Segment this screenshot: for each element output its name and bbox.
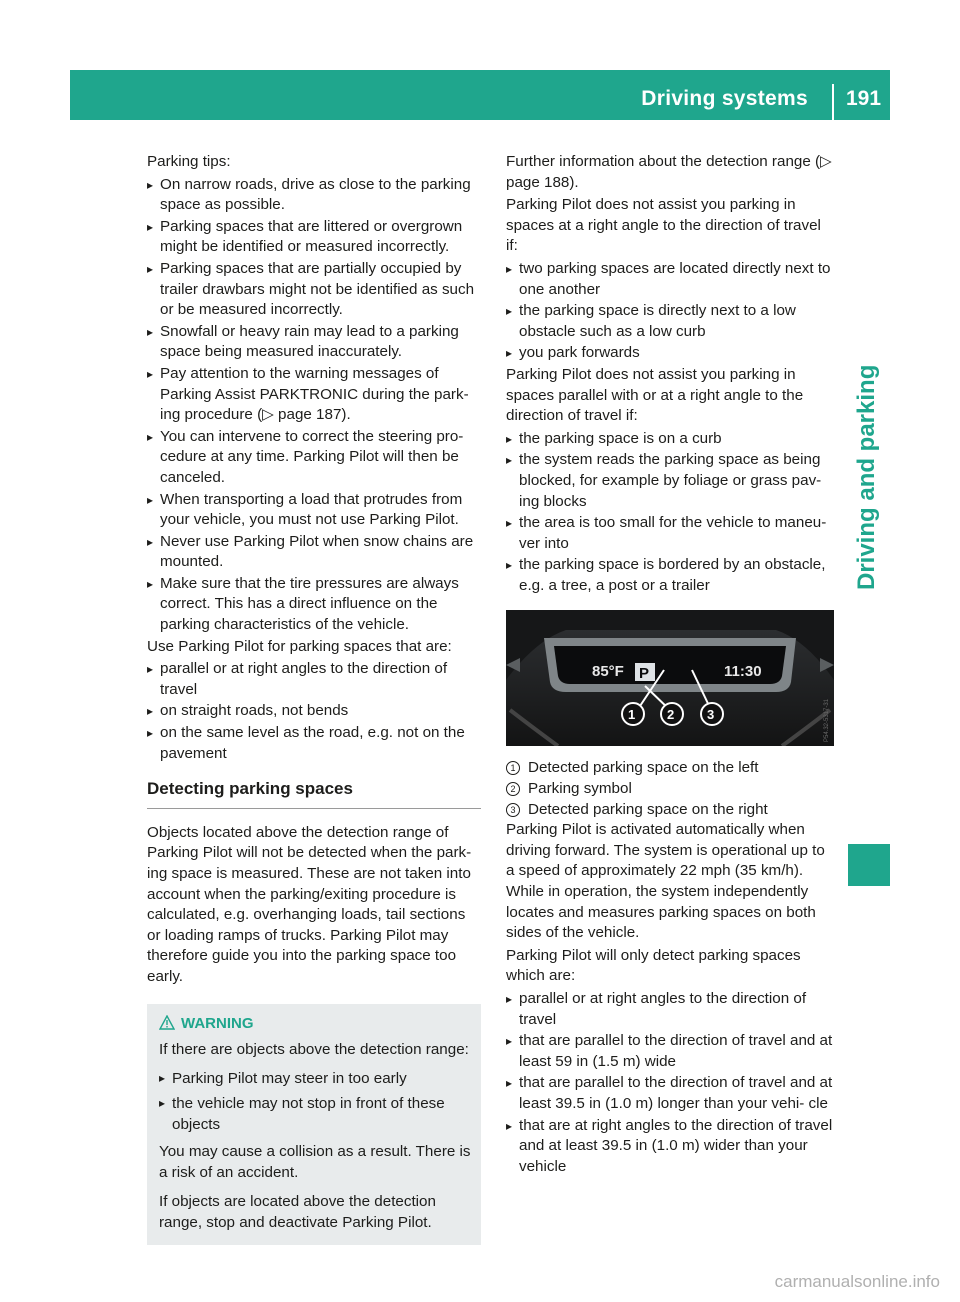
list-item-text: the parking space is directly next to a low obstacle such as a low curb bbox=[519, 302, 796, 340]
list-item bbox=[147, 217, 481, 258]
bullet-icon: ▸ bbox=[147, 366, 154, 381]
warning-intro: If there are objects above the detection range: bbox=[159, 1041, 469, 1059]
watermark: carmanualsonline.info bbox=[774, 1272, 940, 1291]
list-item-text: that are parallel to the direction of travel and at least 59 in (1.5 m) wide bbox=[519, 1032, 833, 1070]
callout-3: 3 bbox=[707, 707, 715, 723]
legend-row bbox=[506, 779, 834, 800]
bullet-icon: ▸ bbox=[147, 492, 154, 507]
bullet-icon: ▸ bbox=[506, 453, 513, 468]
list-item bbox=[147, 701, 481, 722]
parallel-list bbox=[506, 429, 834, 597]
temperature-readout: 85°F bbox=[592, 663, 624, 681]
use-list bbox=[147, 659, 481, 764]
legend-number: 1 bbox=[506, 761, 520, 775]
section-heading: Detecting parking spaces bbox=[147, 779, 481, 809]
paragraph: Further information about the detection range (▷ page 188). bbox=[506, 153, 832, 191]
list-item-text: on straight roads, not bends bbox=[160, 702, 349, 720]
warning-title bbox=[181, 1014, 473, 1035]
bullet-icon: ▸ bbox=[147, 219, 154, 234]
list-item bbox=[159, 1093, 473, 1135]
figure-code: P54.32-5317-31 bbox=[824, 699, 830, 743]
legend-text: Parking symbol bbox=[528, 780, 632, 798]
bullet-icon: ▸ bbox=[506, 346, 513, 361]
list-item bbox=[147, 532, 481, 573]
bullet-icon: ▸ bbox=[147, 726, 154, 741]
bullet-icon: ▸ bbox=[506, 516, 513, 531]
page-number: 191 bbox=[846, 87, 882, 110]
warning-triangle-icon bbox=[159, 1015, 175, 1037]
legend-text: Detected parking space on the right bbox=[528, 800, 768, 818]
use-intro: Use Parking Pilot for parking spaces that are: bbox=[147, 637, 452, 655]
list-item bbox=[506, 513, 834, 554]
list-item-text: parallel or at right angles to the direction of travel bbox=[519, 990, 807, 1028]
section-paragraph: Objects located above the detection range of Parking Pilot will not be detected when the park- ing space is measured. These are not taken into account when the parking/exiting procedure is calculated, e.g. overhanging loads, tail sections or loading ramps of trucks. Parking Pilot may therefore guide you into the parking space too early. bbox=[147, 823, 472, 985]
bullet-icon: ▸ bbox=[147, 177, 154, 192]
list-item bbox=[506, 1116, 834, 1178]
list-item-text: Pay attention to the warning messages of Parking Assist PARKTRONIC during the park- ing procedure (▷ page 187). bbox=[160, 364, 469, 424]
bullet-icon: ▸ bbox=[147, 704, 154, 719]
list-item bbox=[147, 364, 481, 426]
list-item bbox=[506, 450, 834, 512]
callout-2: 2 bbox=[667, 707, 675, 723]
list-item-text: that are parallel to the direction of travel and at least 39.5 in (1.0 m) longer than your vehi- cle bbox=[519, 1074, 833, 1112]
bullet-icon: ▸ bbox=[506, 1118, 513, 1133]
list-item-text: Parking spaces that are partially occupied by trailer drawbars might not be identified as such or be measured incorrectly. bbox=[160, 259, 475, 319]
list-item bbox=[147, 490, 481, 531]
legend-number: 3 bbox=[506, 803, 520, 817]
legend-row bbox=[506, 758, 834, 779]
left-column bbox=[147, 152, 481, 1245]
paragraph: Parking Pilot will only detect parking spaces which are: bbox=[506, 946, 801, 985]
paragraph: Parking Pilot does not assist you parking in spaces at a right angle to the direction of travel if: bbox=[506, 196, 821, 255]
right-column bbox=[506, 152, 834, 1178]
bullet-icon: ▸ bbox=[506, 304, 513, 319]
list-item-text: that are at right angles to the direction of travel and at least 39.5 in (1.0 m) wider than your vehicle bbox=[519, 1116, 833, 1175]
bullet-icon: ▸ bbox=[147, 534, 154, 549]
side-tab bbox=[844, 300, 890, 590]
legend-row bbox=[506, 800, 834, 821]
list-item bbox=[147, 723, 481, 764]
list-item bbox=[506, 259, 834, 300]
warning-paragraph: If objects are located above the detection range, stop and deactivate Parking Pilot. bbox=[159, 1193, 436, 1232]
list-item bbox=[147, 322, 481, 363]
bullet-icon: ▸ bbox=[147, 324, 154, 339]
list-item bbox=[506, 301, 834, 342]
parking-symbol-icon: P bbox=[639, 665, 650, 683]
bullet-icon: ▸ bbox=[147, 261, 154, 276]
bullet-icon: ▸ bbox=[159, 1096, 166, 1111]
list-item-text: on the same level as the road, e.g. not on the pavement bbox=[160, 724, 465, 762]
bullet-icon: ▸ bbox=[506, 261, 513, 276]
list-item-text: parallel or at right angles to the direction of travel bbox=[160, 660, 448, 698]
callout-1: 1 bbox=[628, 707, 636, 723]
instrument-cluster-drawing bbox=[506, 610, 834, 746]
list-item bbox=[506, 555, 834, 596]
list-item-text: Never use Parking Pilot when snow chains are mounted. bbox=[160, 532, 474, 571]
list-item-text: On narrow roads, drive as close to the parking space as possible. bbox=[160, 175, 471, 214]
instrument-cluster-image bbox=[506, 610, 834, 746]
list-item bbox=[147, 659, 481, 700]
bullet-icon: ▸ bbox=[506, 1076, 513, 1091]
list-item bbox=[147, 574, 481, 636]
tips-intro: Parking tips: bbox=[147, 153, 231, 170]
list-item-text: the system reads the parking space as being blocked, for example by foliage or grass pav- ing blocks bbox=[519, 451, 822, 510]
section-title: Driving systems bbox=[641, 87, 808, 110]
warning-list bbox=[159, 1068, 473, 1135]
list-item bbox=[506, 429, 834, 450]
bullet-icon: ▸ bbox=[147, 662, 154, 677]
bullet-icon: ▸ bbox=[506, 558, 513, 573]
list-item-text: the area is too small for the vehicle to maneu- ver into bbox=[519, 514, 827, 552]
paragraph: Parking Pilot does not assist you parking in spaces parallel with or at a right angle to the direction of travel if: bbox=[506, 365, 804, 425]
side-marker bbox=[848, 844, 890, 886]
list-item-text: Make sure that the tire pressures are always correct. This has a direct influence on the parking characteristics of the vehicle. bbox=[160, 574, 459, 634]
list-item-text: Snowfall or heavy rain may lead to a parking space being measured inaccurately. bbox=[160, 322, 459, 361]
list-item bbox=[147, 175, 481, 216]
list-item bbox=[506, 1031, 834, 1072]
list-item-text: Parking spaces that are littered or overgrown might be identified or measured incorrectly. bbox=[160, 217, 463, 256]
bullet-icon: ▸ bbox=[159, 1071, 166, 1086]
warning-box bbox=[147, 1004, 481, 1246]
bullet-icon: ▸ bbox=[147, 429, 154, 444]
list-item-text: two parking spaces are located directly next to one another bbox=[519, 259, 831, 298]
list-item bbox=[506, 989, 834, 1030]
time-readout: 11:30 bbox=[724, 663, 762, 681]
bullet-icon: ▸ bbox=[147, 576, 154, 591]
paragraph: Parking Pilot is activated automatically when driving forward. The system is operational up to a speed of approximately 22 mph (35 km/h). While in operation, the system independently locates and measures parking spaces on both sides of the vehicle. bbox=[506, 821, 825, 942]
tips-list bbox=[147, 175, 481, 636]
header-divider bbox=[832, 84, 834, 120]
list-item-text: the parking space is bordered by an obstacle, e.g. a tree, a post or a trailer bbox=[519, 556, 826, 594]
warning-title-text: WARNING bbox=[181, 1014, 254, 1032]
side-tab-label: Driving and parking bbox=[853, 364, 880, 590]
bullet-icon: ▸ bbox=[506, 992, 513, 1006]
warning-paragraph: You may cause a collision as a result. There is a risk of an accident. bbox=[159, 1143, 471, 1182]
right-angle-list bbox=[506, 259, 834, 364]
list-item bbox=[506, 343, 834, 364]
list-item bbox=[147, 427, 481, 489]
list-item-text: When transporting a load that protrudes from your vehicle, you must not use Parking Pilot. bbox=[160, 490, 463, 529]
legend bbox=[506, 758, 834, 820]
list-item-text: the vehicle may not stop in front of these objects bbox=[172, 1095, 445, 1134]
legend-text: Detected parking space on the left bbox=[528, 759, 759, 777]
list-item bbox=[159, 1068, 473, 1089]
list-item bbox=[506, 1073, 834, 1114]
bullet-icon: ▸ bbox=[506, 1034, 513, 1049]
list-item-text: Parking Pilot may steer in too early bbox=[172, 1070, 407, 1088]
list-item-text: the parking space is on a curb bbox=[519, 429, 722, 447]
bullet-icon: ▸ bbox=[506, 431, 513, 446]
list-item-text: you park forwards bbox=[519, 344, 640, 362]
detect-list bbox=[506, 989, 834, 1177]
list-item bbox=[147, 259, 481, 321]
header-bar bbox=[70, 70, 890, 120]
list-item-text: You can intervene to correct the steering pro- cedure at any time. Parking Pilot will then be canceled. bbox=[160, 427, 464, 486]
legend-number: 2 bbox=[506, 782, 520, 796]
